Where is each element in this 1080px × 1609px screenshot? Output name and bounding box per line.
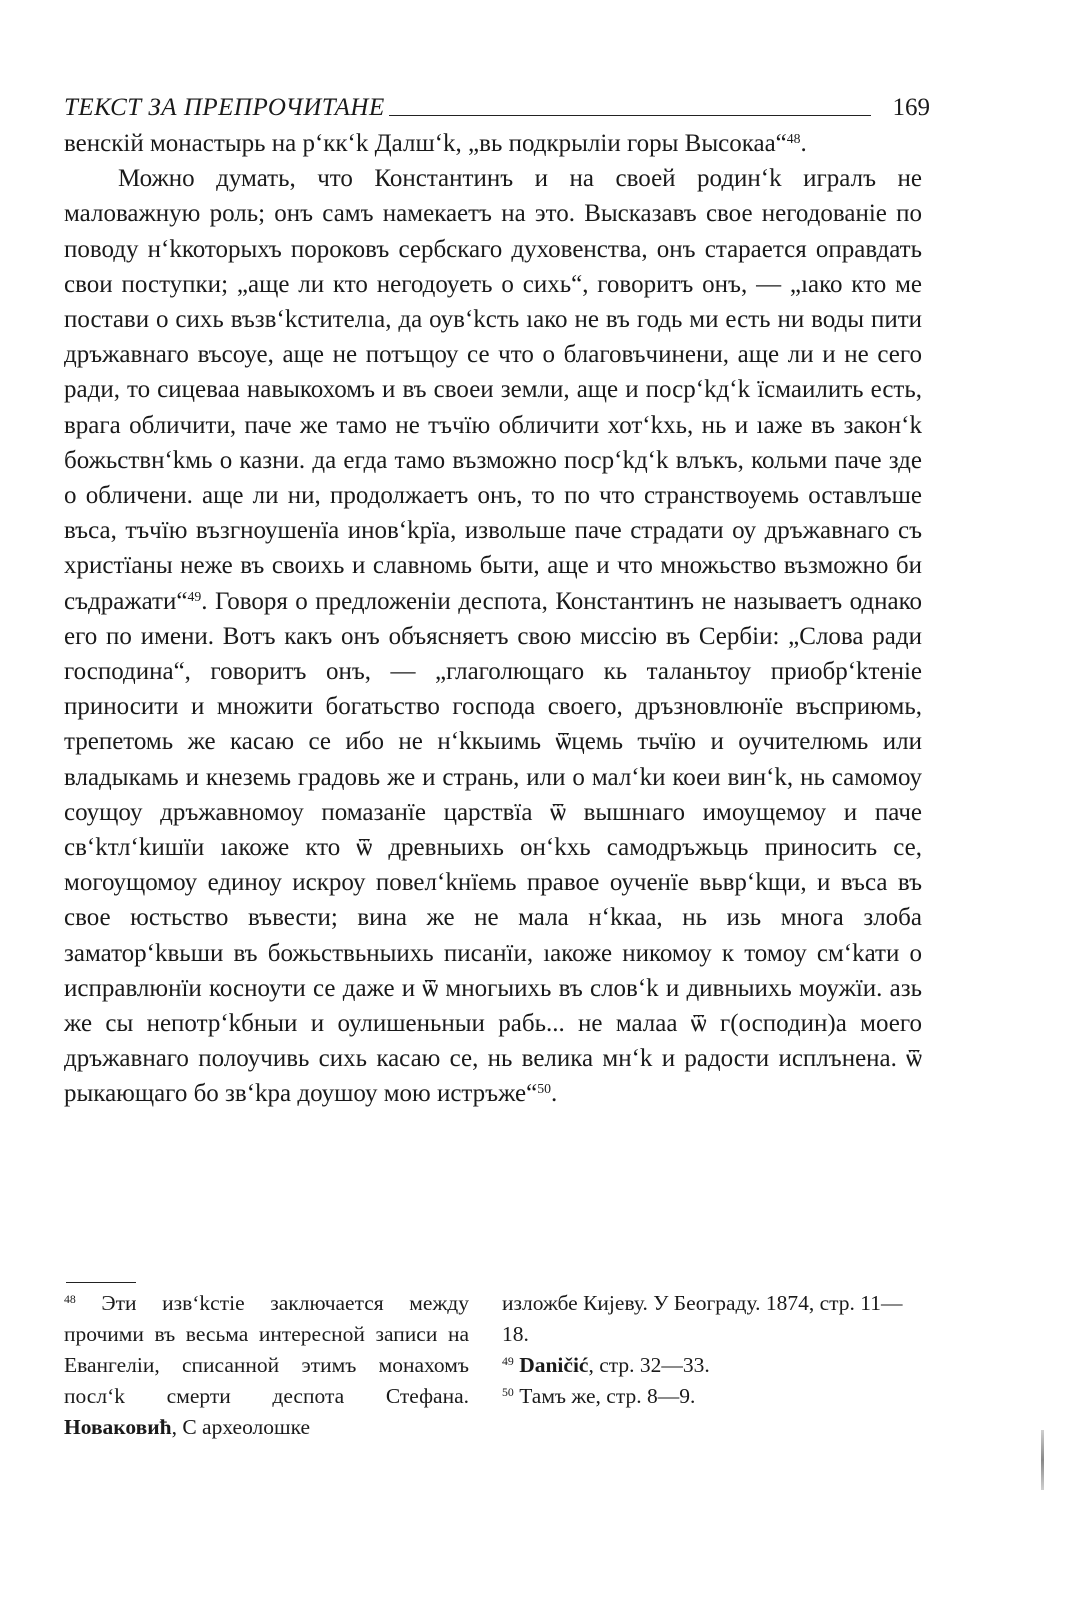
paragraph-continued <box>64 126 922 161</box>
footnote-48 <box>64 1288 469 1443</box>
footnote-ref: 48 <box>786 130 801 146</box>
footnote-49 <box>502 1350 922 1381</box>
page-number: 169 <box>892 94 930 121</box>
footnote-ref: 50 <box>537 1081 551 1097</box>
footnote-column-left <box>64 1288 469 1443</box>
paragraph-text-tail: . <box>800 130 807 157</box>
footnote-50 <box>502 1381 922 1412</box>
footnote-number: 48 <box>64 1291 76 1306</box>
footnote-rule <box>66 1282 136 1283</box>
footnotes <box>64 1288 922 1443</box>
paragraph-text-tail: . Говоря о предложеніи деспота, Константинъ не называетъ однако его по имени. Вотъ какъ онъ объясняетъ свою миссію въ Сербіи: „Слова ради господина“, говоритъ онъ, — „глаголющаго кь таланьтоу приобр‘kтеніе приносити и множити богатьство господа своего, дръзновлюнïе въсприюмь, трепетомь же касаю се ибо не н‘kкыимь ѿцемь тьчïю и оучителюмь или владыкамь и кнеземь градовь же и странь, или о мал‘kи коеи вин‘k, нь самомоу соущоу дръжавномоу помазанïе царствïа ѿ вышнıаго имоущемоу и паче св‘kтл‘kишïи ıакоже кто ѿ древныихь он‘kхь самодръжьць приносить се, могоущомоу единоу искроу повел‘kнïемь правое оученïе вьвр‘kщи, и въса въ свое юстьство въвести; вина же не мала н‘kкаа, нь изь многа злоба заматор‘kвьши въ божьствьныихь писанïи, ıакоже никомоу к томоу см‘kати о исправлюнïи косноути се даже и ѿ многыихь въ слов‘k и дивныихь моужïи. азь же сы непотр‘kбныи и оулишеньныи рабь... не малаа ѿ г(осподин)а моего дръжавнаго полоучивь сихь касаю се, нь велика мн‘k и радости исплънена. ѿ рыкающаго бо зв‘kра доушоу мою истръже“ <box>64 587 922 1108</box>
paragraph-text: венскій монастырь на р‘кк‘k Далш‘k, „вь подкрыліи горы Высокаа“ <box>64 130 787 157</box>
main-text <box>64 126 922 1112</box>
footnote-48-continued: изложбе Кијеву. У Београду. 1874, стр. 11—18. <box>502 1291 903 1346</box>
footnote-text: , С археолошке <box>171 1415 311 1439</box>
footnote-text: Тамъ же, стр. 8—9. <box>519 1384 696 1408</box>
header-rule <box>389 115 871 116</box>
page-header <box>64 86 930 122</box>
paragraph <box>64 161 922 1111</box>
footnote-text: Эти изв‘kстіе заключается между прочими въ весьма интересной записи на Евангеліи, списанной этимъ монахомъ посл‘k смерти деспота Стефана. <box>64 1291 469 1408</box>
footnote-column-right <box>502 1288 922 1443</box>
footnote-author: Daničić <box>519 1353 589 1377</box>
running-head: ТЕКСТ ЗА ПРЕПРОЧИТАНЕ <box>64 94 385 121</box>
paragraph-text-end: . <box>550 1080 558 1108</box>
footnote-number: 50 <box>502 1384 514 1399</box>
scan-edge-mark <box>1041 1430 1044 1490</box>
footnote-number: 49 <box>502 1353 514 1368</box>
footnote-author: Новаковић <box>64 1415 172 1439</box>
footnote-ref: 49 <box>187 588 202 604</box>
footnote-text: , стр. 32—33. <box>588 1353 710 1377</box>
paragraph-text: Можно думать, что Константинъ и на своей родин‘k игралъ не маловажную роль; онъ самъ намекаетъ на это. Высказавъ свое негодованіе по поводу н‘kкоторыхъ пороковъ сербскаго духовенства, онъ старается оправдать свои поступки; „аще ли кто негодоуеть о сихь“, говоритъ онъ, — „ıако кто ме постави о сихь възв‘kстителıа, да оув‘kсть ıако не въ годь ми есть ни воды пити дръжавнаго въсоуе, аще не потъщоу се что о благовъчинени, аще ли и не сего ради, то сицеваа навыкохомъ и въ своеи земли, аще и поср‘kд‘k ïсмаилить есть, врага обличити, паче же тамо не тъчïю обличити хот‘kхь, нь и ıаже въ закон‘k божьствн‘kмь о казни. да егда тамо възможно поср‘kд‘k влъкъ, кольми паче зде о обличени. аще ли ни, продолжаетъ онъ, то по что странствоуемь оставлъше въса, тъчïю възгноушенïа инов‘kрïа, извольше паче страдати оу дръжавнаго съ христïаны неже въ своихь и славномь быти, аще и что множьство възможно би съдражати“ <box>64 165 922 615</box>
